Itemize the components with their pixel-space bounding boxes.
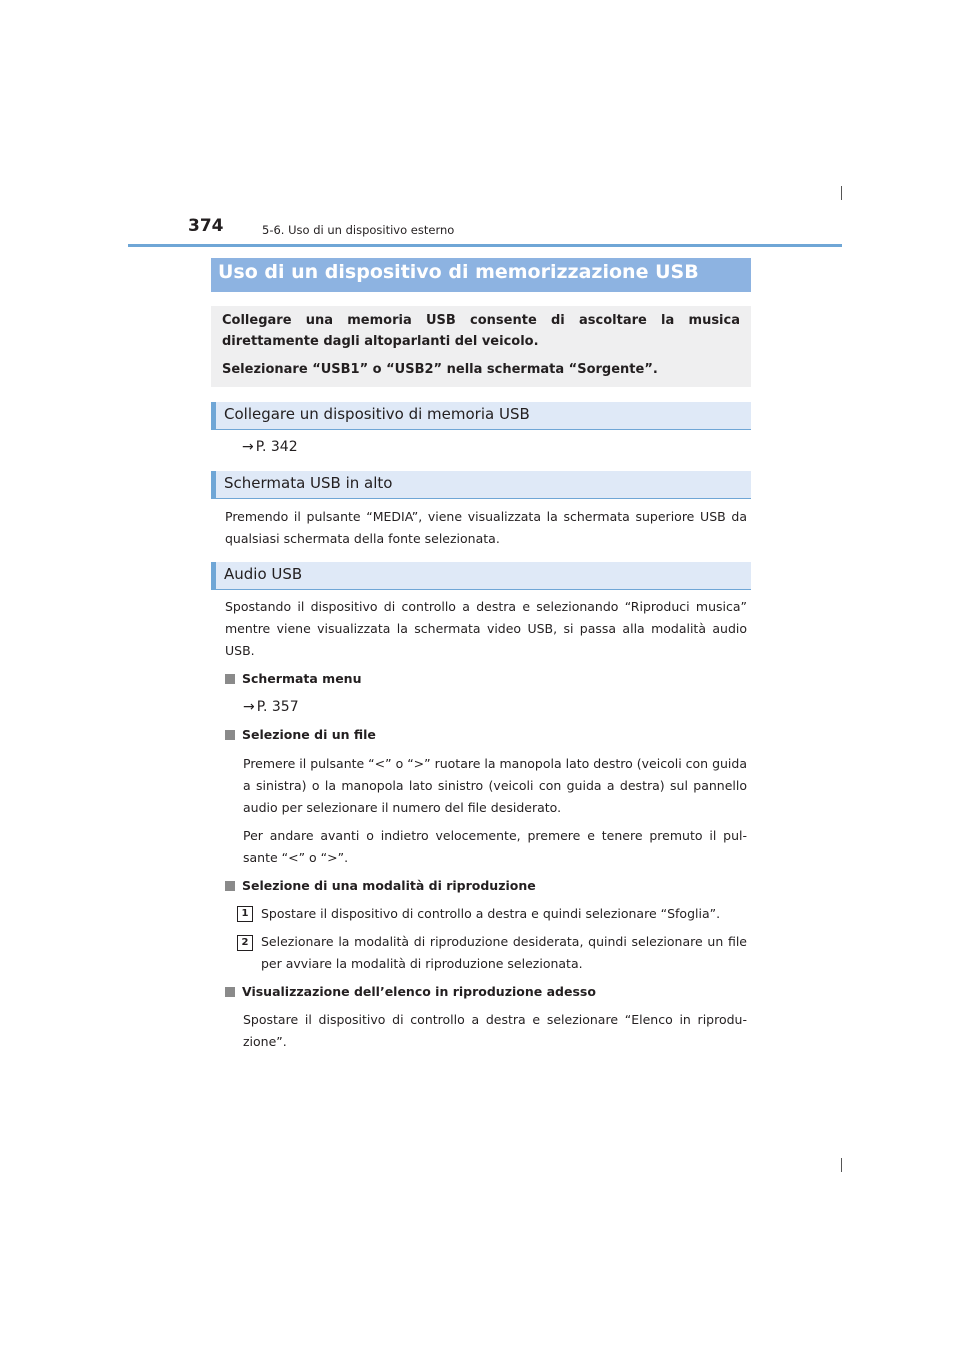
step-number-1: 1 <box>237 906 253 922</box>
top-screen-text: Premendo il pulsante “MEDIA”, viene visualizzata la schermata superiore USB da qualsiasi schermata della fonte selezionata. <box>225 509 747 546</box>
square-bullet-icon <box>225 730 235 740</box>
section-heading-audio: Audio USB <box>211 562 751 590</box>
crop-mark-top <box>841 186 842 200</box>
subsection-title: Selezione di un file <box>242 727 376 742</box>
now-playing-text: Spostare il dispositivo di controllo a destra e selezionare “Elenco in riprodu-zione”. <box>243 1012 747 1049</box>
page-reference-342[interactable] <box>242 436 298 458</box>
section-heading-top-screen: Schermata USB in alto <box>211 471 751 499</box>
square-bullet-icon <box>225 987 235 997</box>
file-select-fast-text: Per andare avanti o indietro velocemente, premere e tenere premuto il pul-sante “<” o “>”. <box>243 828 747 865</box>
subsection-title: Selezione di una modalità di riproduzione <box>242 878 536 893</box>
page-number: 374 <box>188 216 224 236</box>
crop-mark-bottom <box>841 1158 842 1172</box>
step-number-2: 2 <box>237 935 253 951</box>
subsection-title: Visualizzazione dell’elenco in riproduzione adesso <box>242 984 596 999</box>
arrow-right-icon: → <box>242 439 254 455</box>
page-reference-357[interactable] <box>243 696 299 718</box>
file-select-text: Premere il pulsante “<” o “>” ruotare la manopola lato destro (veicoli con guida a sinistra) o la manopola lato sinistro (veicoli con guida a destra) sul pannello audio per selezionare il numero del file desiderato. <box>243 756 747 815</box>
section-heading-connect: Collegare un dispositivo di memoria USB <box>211 402 751 430</box>
subsection-play-mode <box>225 875 536 897</box>
intro-text: Collegare una memoria USB consente di ascoltare la musica direttamente dagli altoparlanti del veicolo. <box>222 313 740 349</box>
square-bullet-icon <box>225 674 235 684</box>
subsection-title: Schermata menu <box>242 671 362 686</box>
audio-text: Spostando il dispositivo di controllo a destra e selezionando “Riproduci musica” mentre viene visualizzata la schermata video USB, si passa alla modalità audio USB. <box>225 599 747 658</box>
page-title: Uso di un dispositivo di memorizzazione USB <box>211 258 751 292</box>
step-text-2: Selezionare la modalità di riproduzione desiderata, quindi selezionare un file per avviare la modalità di riproduzione selezionata. <box>261 934 747 971</box>
arrow-right-icon: → <box>243 699 255 715</box>
intro-instruction: Selezionare “USB1” o “USB2” nella schermata “Sorgente”. <box>222 362 658 377</box>
square-bullet-icon <box>225 881 235 891</box>
subsection-file-select <box>225 724 376 746</box>
subsection-menu <box>225 668 361 690</box>
header-divider <box>128 244 842 247</box>
step-text-1: Spostare il dispositivo di controllo a destra e quindi selezionare “Sfoglia”. <box>261 906 721 921</box>
page-reference-text: P. 342 <box>255 439 298 455</box>
section-reference: 5-6. Uso di un dispositivo esterno <box>262 223 455 237</box>
subsection-now-playing <box>225 981 596 1003</box>
page-reference-text: P. 357 <box>256 699 299 715</box>
intro-box <box>211 306 751 387</box>
